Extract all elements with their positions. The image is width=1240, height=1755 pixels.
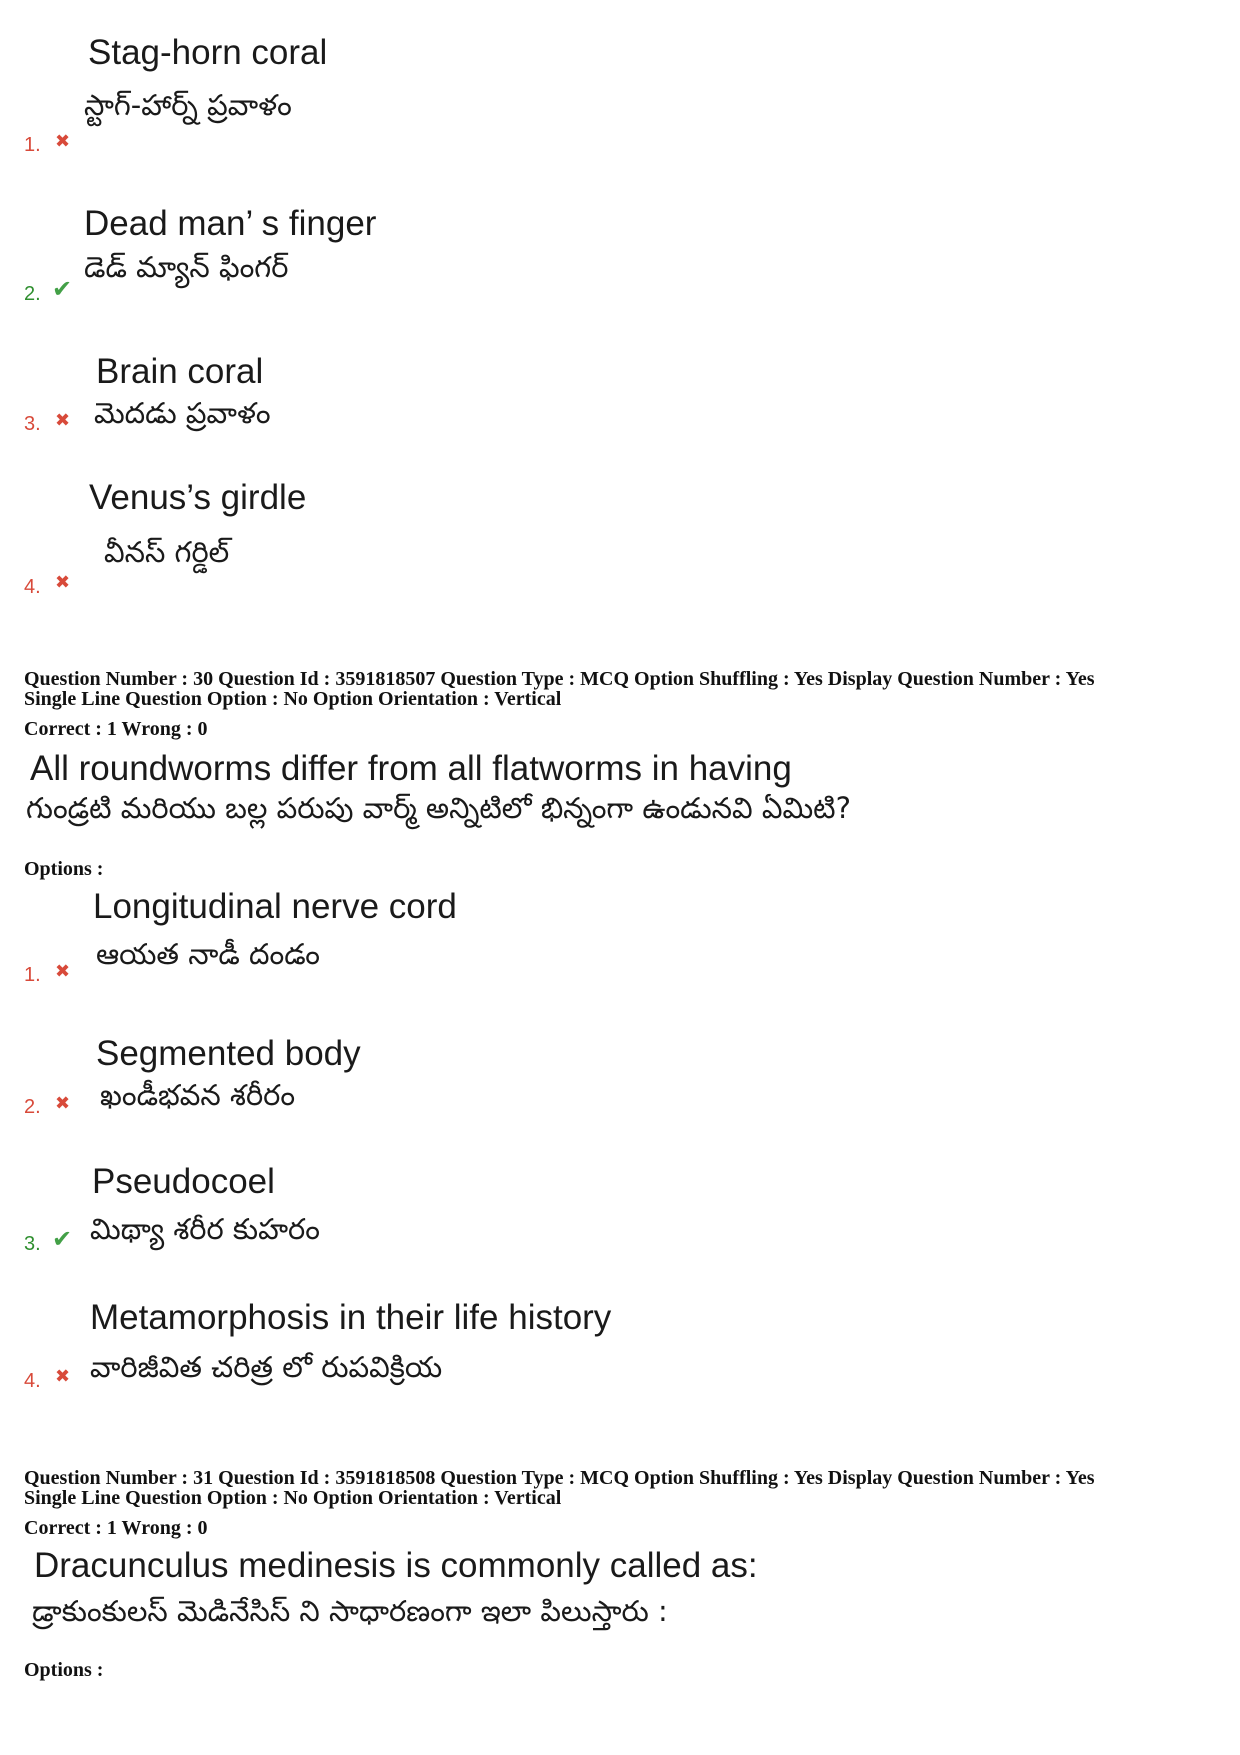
option-text-en: Segmented body [96,1034,361,1073]
option-text-te: వీనస్ గర్డిల్ [104,535,230,569]
question-text-en: Dracunculus medinesis is commonly called as: [34,1546,758,1585]
option-number: 2. [24,283,41,305]
option-text-te: వారిజీవిత చరిత్ర లో రుపవిక్రియ [90,1350,443,1384]
option-text-te: స్టాగ్-హార్న్ ప్రవాళం [84,88,292,122]
options-label: Options : [24,1659,104,1681]
option-text-en: Stag-horn coral [88,33,328,72]
wrong-mark-icon: ✖ [55,1366,71,1386]
wrong-mark-icon: ✖ [55,1093,71,1113]
correct-mark-icon: ✔ [52,276,73,303]
option-text-te: డెడ్ మ్యాన్ ఫింగర్ [84,250,289,284]
option-number: 4. [24,576,41,598]
correct-mark-icon: ✔ [52,1226,73,1253]
option-text-te: మిథ్యా శరీర కుహరం [90,1212,320,1246]
option-text-te: ఆయత నాడీ దండం [96,937,320,971]
option-text-en: Dead man’ s finger [84,204,377,243]
question-meta-line-2: Single Line Question Option : No Option Orientation : Vertical [24,688,562,710]
question-meta-line-1: Question Number : 30 Question Id : 3591818507 Question Type : MCQ Option Shuffling : Yes Display Question Number : Yes [24,668,1095,690]
question-meta-line-1: Question Number : 31 Question Id : 3591818508 Question Type : MCQ Option Shuffling : Yes Display Question Number : Yes [24,1467,1095,1489]
option-number: 4. [24,1370,41,1392]
option-text-en: Venus’s girdle [89,478,307,517]
wrong-mark-icon: ✖ [55,131,71,151]
option-text-en: Metamorphosis in their life history [90,1298,612,1337]
options-label: Options : [24,858,104,880]
wrong-mark-icon: ✖ [55,961,71,981]
question-marks: Correct : 1 Wrong : 0 [24,718,208,740]
question-text-en: All roundworms differ from all flatworms in having [30,749,792,788]
option-text-en: Brain coral [96,352,264,391]
question-meta-line-2: Single Line Question Option : No Option Orientation : Vertical [24,1487,562,1509]
option-text-te: మెదడు ప్రవాళం [94,396,271,430]
option-number: 2. [24,1096,41,1118]
option-text-en: Longitudinal nerve cord [93,887,457,926]
option-text-en: Pseudocoel [92,1162,275,1201]
option-text-te: ఖండీభవన శరీరం [100,1078,296,1112]
wrong-mark-icon: ✖ [55,572,71,592]
wrong-mark-icon: ✖ [55,410,71,430]
question-text-te: డ్రాకుంకులస్ మెడినేసిస్ ని సాధారణంగా ఇలా పిలుస్తారు : [32,1594,668,1628]
option-number: 1. [24,964,41,986]
question-marks: Correct : 1 Wrong : 0 [24,1517,208,1539]
option-number: 3. [24,1233,41,1255]
question-text-te: గుండ్రటి మరియు బల్ల పరుపు వార్మ్ అన్నిటిలో భిన్నంగా ఉండునవి ఏమిటి? [26,791,851,825]
option-number: 3. [24,413,41,435]
option-number: 1. [24,134,41,156]
